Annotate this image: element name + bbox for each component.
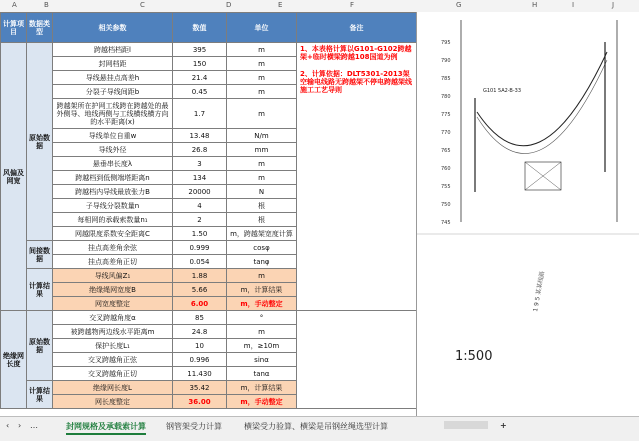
col-J[interactable]: J: [612, 1, 615, 9]
unit-cell[interactable]: 根: [227, 199, 297, 213]
header-unit[interactable]: 单位: [227, 13, 297, 43]
header-param[interactable]: 相关参数: [53, 13, 173, 43]
tab-prev-arrow[interactable]: ‹: [6, 421, 10, 430]
param-cell[interactable]: 封网档距: [53, 57, 173, 71]
unit-cell[interactable]: m: [227, 171, 297, 185]
tab-blurred[interactable]: [444, 421, 488, 429]
notes-cell-empty[interactable]: [297, 311, 417, 409]
value-cell[interactable]: 134: [173, 171, 227, 185]
param-cell[interactable]: 挂点高差角正切: [53, 255, 173, 269]
table-row: [1, 43, 417, 57]
tick-label: 790: [441, 58, 451, 64]
param-cell[interactable]: 跨越档到低侧端塔距离n: [53, 171, 173, 185]
param-cell[interactable]: 绝缘网长度L: [53, 381, 173, 395]
value-cell[interactable]: 150: [173, 57, 227, 71]
value-cell[interactable]: 36.00: [173, 395, 227, 409]
unit-cell[interactable]: m，跨越架宽度计算: [227, 227, 297, 241]
value-cell[interactable]: 35.42: [173, 381, 227, 395]
value-cell[interactable]: 1.50: [173, 227, 227, 241]
param-cell[interactable]: 悬垂串长度λ: [53, 157, 173, 171]
sheet-tab-bar: [0, 416, 639, 441]
col-F[interactable]: F: [350, 1, 355, 9]
subsection-indirect[interactable]: 间接数据: [27, 241, 53, 269]
tab-ellipsis[interactable]: …: [30, 421, 38, 430]
unit-cell[interactable]: m: [227, 157, 297, 171]
tick-label: 770: [441, 130, 451, 136]
param-cell[interactable]: 被跨越物两边线水平距离m: [53, 325, 173, 339]
col-E[interactable]: E: [278, 1, 283, 9]
unit-cell[interactable]: m: [227, 43, 297, 57]
unit-cell[interactable]: m: [227, 71, 297, 85]
value-cell[interactable]: 26.8: [173, 143, 227, 157]
conductor-curve-2: [477, 60, 607, 154]
param-cell[interactable]: 跨越档内导线最放张力B: [53, 185, 173, 199]
tick-label: 785: [441, 76, 451, 82]
header-data-type[interactable]: 数据类型: [27, 13, 53, 43]
unit-cell[interactable]: mm: [227, 143, 297, 157]
conductor-curve: [477, 52, 607, 146]
unit-cell[interactable]: N/m: [227, 129, 297, 143]
unit-cell[interactable]: tanφ: [227, 255, 297, 269]
subsection-result1[interactable]: 计算结果: [27, 269, 53, 311]
value-cell[interactable]: 0.996: [173, 353, 227, 367]
col-D[interactable]: D: [226, 1, 232, 9]
tab-beam-check[interactable]: 横梁受力验算、横梁是吊钢丝绳选型计算: [244, 422, 388, 431]
axis-ticks: [441, 40, 451, 226]
drawing-svg: [417, 12, 639, 416]
unit-cell[interactable]: m，≥10m: [227, 339, 297, 353]
value-cell[interactable]: 6.00: [173, 297, 227, 311]
tick-label: 780: [441, 94, 451, 100]
col-A[interactable]: A: [12, 1, 17, 9]
header-row: [1, 13, 417, 43]
value-cell[interactable]: 2: [173, 213, 227, 227]
param-cell[interactable]: 跨越档档距l: [53, 43, 173, 57]
unit-cell[interactable]: m，计算结果: [227, 283, 297, 297]
section-insulation[interactable]: 绝缘网长度: [1, 311, 27, 409]
param-cell[interactable]: 网宽度整定: [53, 297, 173, 311]
value-cell[interactable]: 4: [173, 199, 227, 213]
calc-table: [0, 12, 417, 409]
tick-label: 750: [441, 202, 451, 208]
col-H[interactable]: H: [532, 1, 538, 9]
embedded-drawing[interactable]: [416, 12, 639, 416]
tick-label: 760: [441, 166, 451, 172]
subsection-raw2[interactable]: 原始数据: [27, 311, 53, 381]
value-cell[interactable]: 0.999: [173, 241, 227, 255]
value-cell[interactable]: 5.66: [173, 283, 227, 297]
value-cell[interactable]: 395: [173, 43, 227, 57]
unit-cell[interactable]: m: [227, 325, 297, 339]
param-cell[interactable]: 网长度整定: [53, 395, 173, 409]
param-cell[interactable]: 保护长度L₁: [53, 339, 173, 353]
header-value[interactable]: 数值: [173, 13, 227, 43]
add-sheet-button[interactable]: +: [500, 421, 507, 430]
param-cell[interactable]: 交叉跨越角正弦: [53, 353, 173, 367]
col-B[interactable]: B: [44, 1, 49, 9]
scale-label: 1:500: [455, 349, 493, 364]
value-cell[interactable]: 1.7: [173, 99, 227, 129]
side-label: 1 9 5 某某线路: [532, 270, 547, 313]
note-line-1: 1、本表格计算以G101-G102跨越架+临时横梁跨越108国道为例: [300, 45, 412, 61]
tick-label: 755: [441, 184, 451, 190]
header-note[interactable]: 备注: [297, 13, 417, 43]
unit-cell[interactable]: 根: [227, 213, 297, 227]
param-cell[interactable]: 导线悬挂点高差h: [53, 71, 173, 85]
note-line-2: 2、计算依据：DLT5301-2013架空输电线路无跨越架不停电跨越架线施工工艺导则: [300, 70, 412, 94]
tick-label: 765: [441, 148, 451, 154]
param-cell[interactable]: 交叉跨越角正切: [53, 367, 173, 381]
col-G[interactable]: G: [456, 1, 462, 9]
param-cell[interactable]: 挂点高差角余弦: [53, 241, 173, 255]
value-cell[interactable]: 20000: [173, 185, 227, 199]
unit-cell[interactable]: m，手动整定: [227, 297, 297, 311]
tab-next-arrow[interactable]: ›: [18, 421, 22, 430]
notes-cell[interactable]: [297, 43, 417, 311]
tower-label: G101 5A2-B-33: [483, 88, 522, 94]
value-cell[interactable]: 24.8: [173, 325, 227, 339]
unit-cell[interactable]: cosφ: [227, 241, 297, 255]
header-calc-item[interactable]: 计算项目: [1, 13, 27, 43]
unit-cell[interactable]: m，手动整定: [227, 395, 297, 409]
param-cell[interactable]: 跨越架所在护网工线跨在跨越处的最外侧导、地线两侧与工线横线横方向的水平距离(x): [53, 99, 173, 129]
unit-cell[interactable]: sinα: [227, 353, 297, 367]
param-cell[interactable]: 绝缘绳网宽度B: [53, 283, 173, 297]
value-cell[interactable]: 21.4: [173, 71, 227, 85]
value-cell[interactable]: 3: [173, 157, 227, 171]
tab-net-spec[interactable]: 封网规格及承载索计算: [66, 421, 146, 435]
value-cell[interactable]: 10: [173, 339, 227, 353]
unit-cell[interactable]: m: [227, 269, 297, 283]
tick-label: 745: [441, 220, 451, 226]
value-cell[interactable]: 13.48: [173, 129, 227, 143]
tick-label: 795: [441, 40, 451, 46]
tab-steel-frame[interactable]: 钢管架受力计算: [166, 422, 222, 431]
param-cell[interactable]: 分裂子导线间距b: [53, 85, 173, 99]
value-cell[interactable]: 1.88: [173, 269, 227, 283]
subsection-raw1[interactable]: 原始数据: [27, 43, 53, 241]
table-row: [1, 311, 417, 325]
param-cell[interactable]: 子导线分裂数量n: [53, 199, 173, 213]
param-cell[interactable]: 网越限度系数安全距离C: [53, 227, 173, 241]
unit-cell[interactable]: m: [227, 85, 297, 99]
unit-cell[interactable]: N: [227, 185, 297, 199]
param-cell[interactable]: 导线单位自重w: [53, 129, 173, 143]
col-C[interactable]: C: [140, 1, 145, 9]
section-wind[interactable]: 风偏及网宽: [1, 43, 27, 311]
value-cell[interactable]: 85: [173, 311, 227, 325]
unit-cell[interactable]: m: [227, 57, 297, 71]
col-I[interactable]: I: [572, 1, 575, 9]
unit-cell[interactable]: tanα: [227, 367, 297, 381]
unit-cell[interactable]: m，计算结果: [227, 381, 297, 395]
unit-cell[interactable]: °: [227, 311, 297, 325]
param-cell[interactable]: 导线外径: [53, 143, 173, 157]
tick-label: 775: [441, 112, 451, 118]
value-cell[interactable]: 11.430: [173, 367, 227, 381]
param-cell[interactable]: 每相网的承载索数量n₁: [53, 213, 173, 227]
unit-cell[interactable]: m: [227, 99, 297, 129]
value-cell[interactable]: 0.45: [173, 85, 227, 99]
param-cell[interactable]: 导线风偏Z₁: [53, 269, 173, 283]
value-cell[interactable]: 0.054: [173, 255, 227, 269]
subsection-result2[interactable]: 计算结果: [27, 381, 53, 409]
param-cell[interactable]: 交叉跨越角度α: [53, 311, 173, 325]
